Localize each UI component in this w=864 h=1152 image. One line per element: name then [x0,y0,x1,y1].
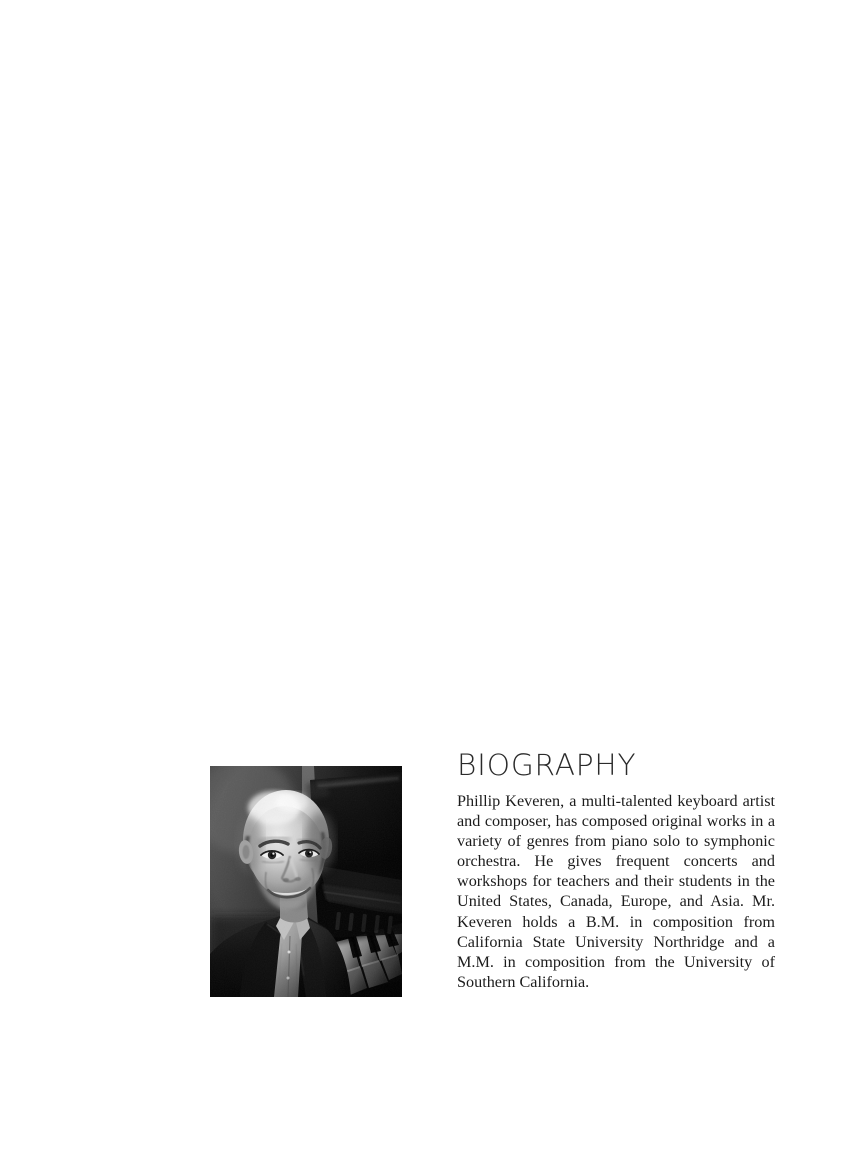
portrait-photo-frame [210,766,402,997]
biography-heading: BIOGRAPHY [457,748,637,782]
biography-body-text: Phillip Keveren, a multi-talented keyboard artist and composer, has composed original works in a variety of genres from piano solo to symphonic orchestra. He gives frequent concerts and workshops for teachers and their students in the United States, Canada, Europe, and Asia. Mr. Keveren holds a B.M. in composition from California State University Northridge and a M.M. in composition from the University of Southern California. [457,792,775,991]
portrait-photo [210,766,402,997]
biography-text-column [442,750,775,992]
biography-section [170,748,775,1013]
